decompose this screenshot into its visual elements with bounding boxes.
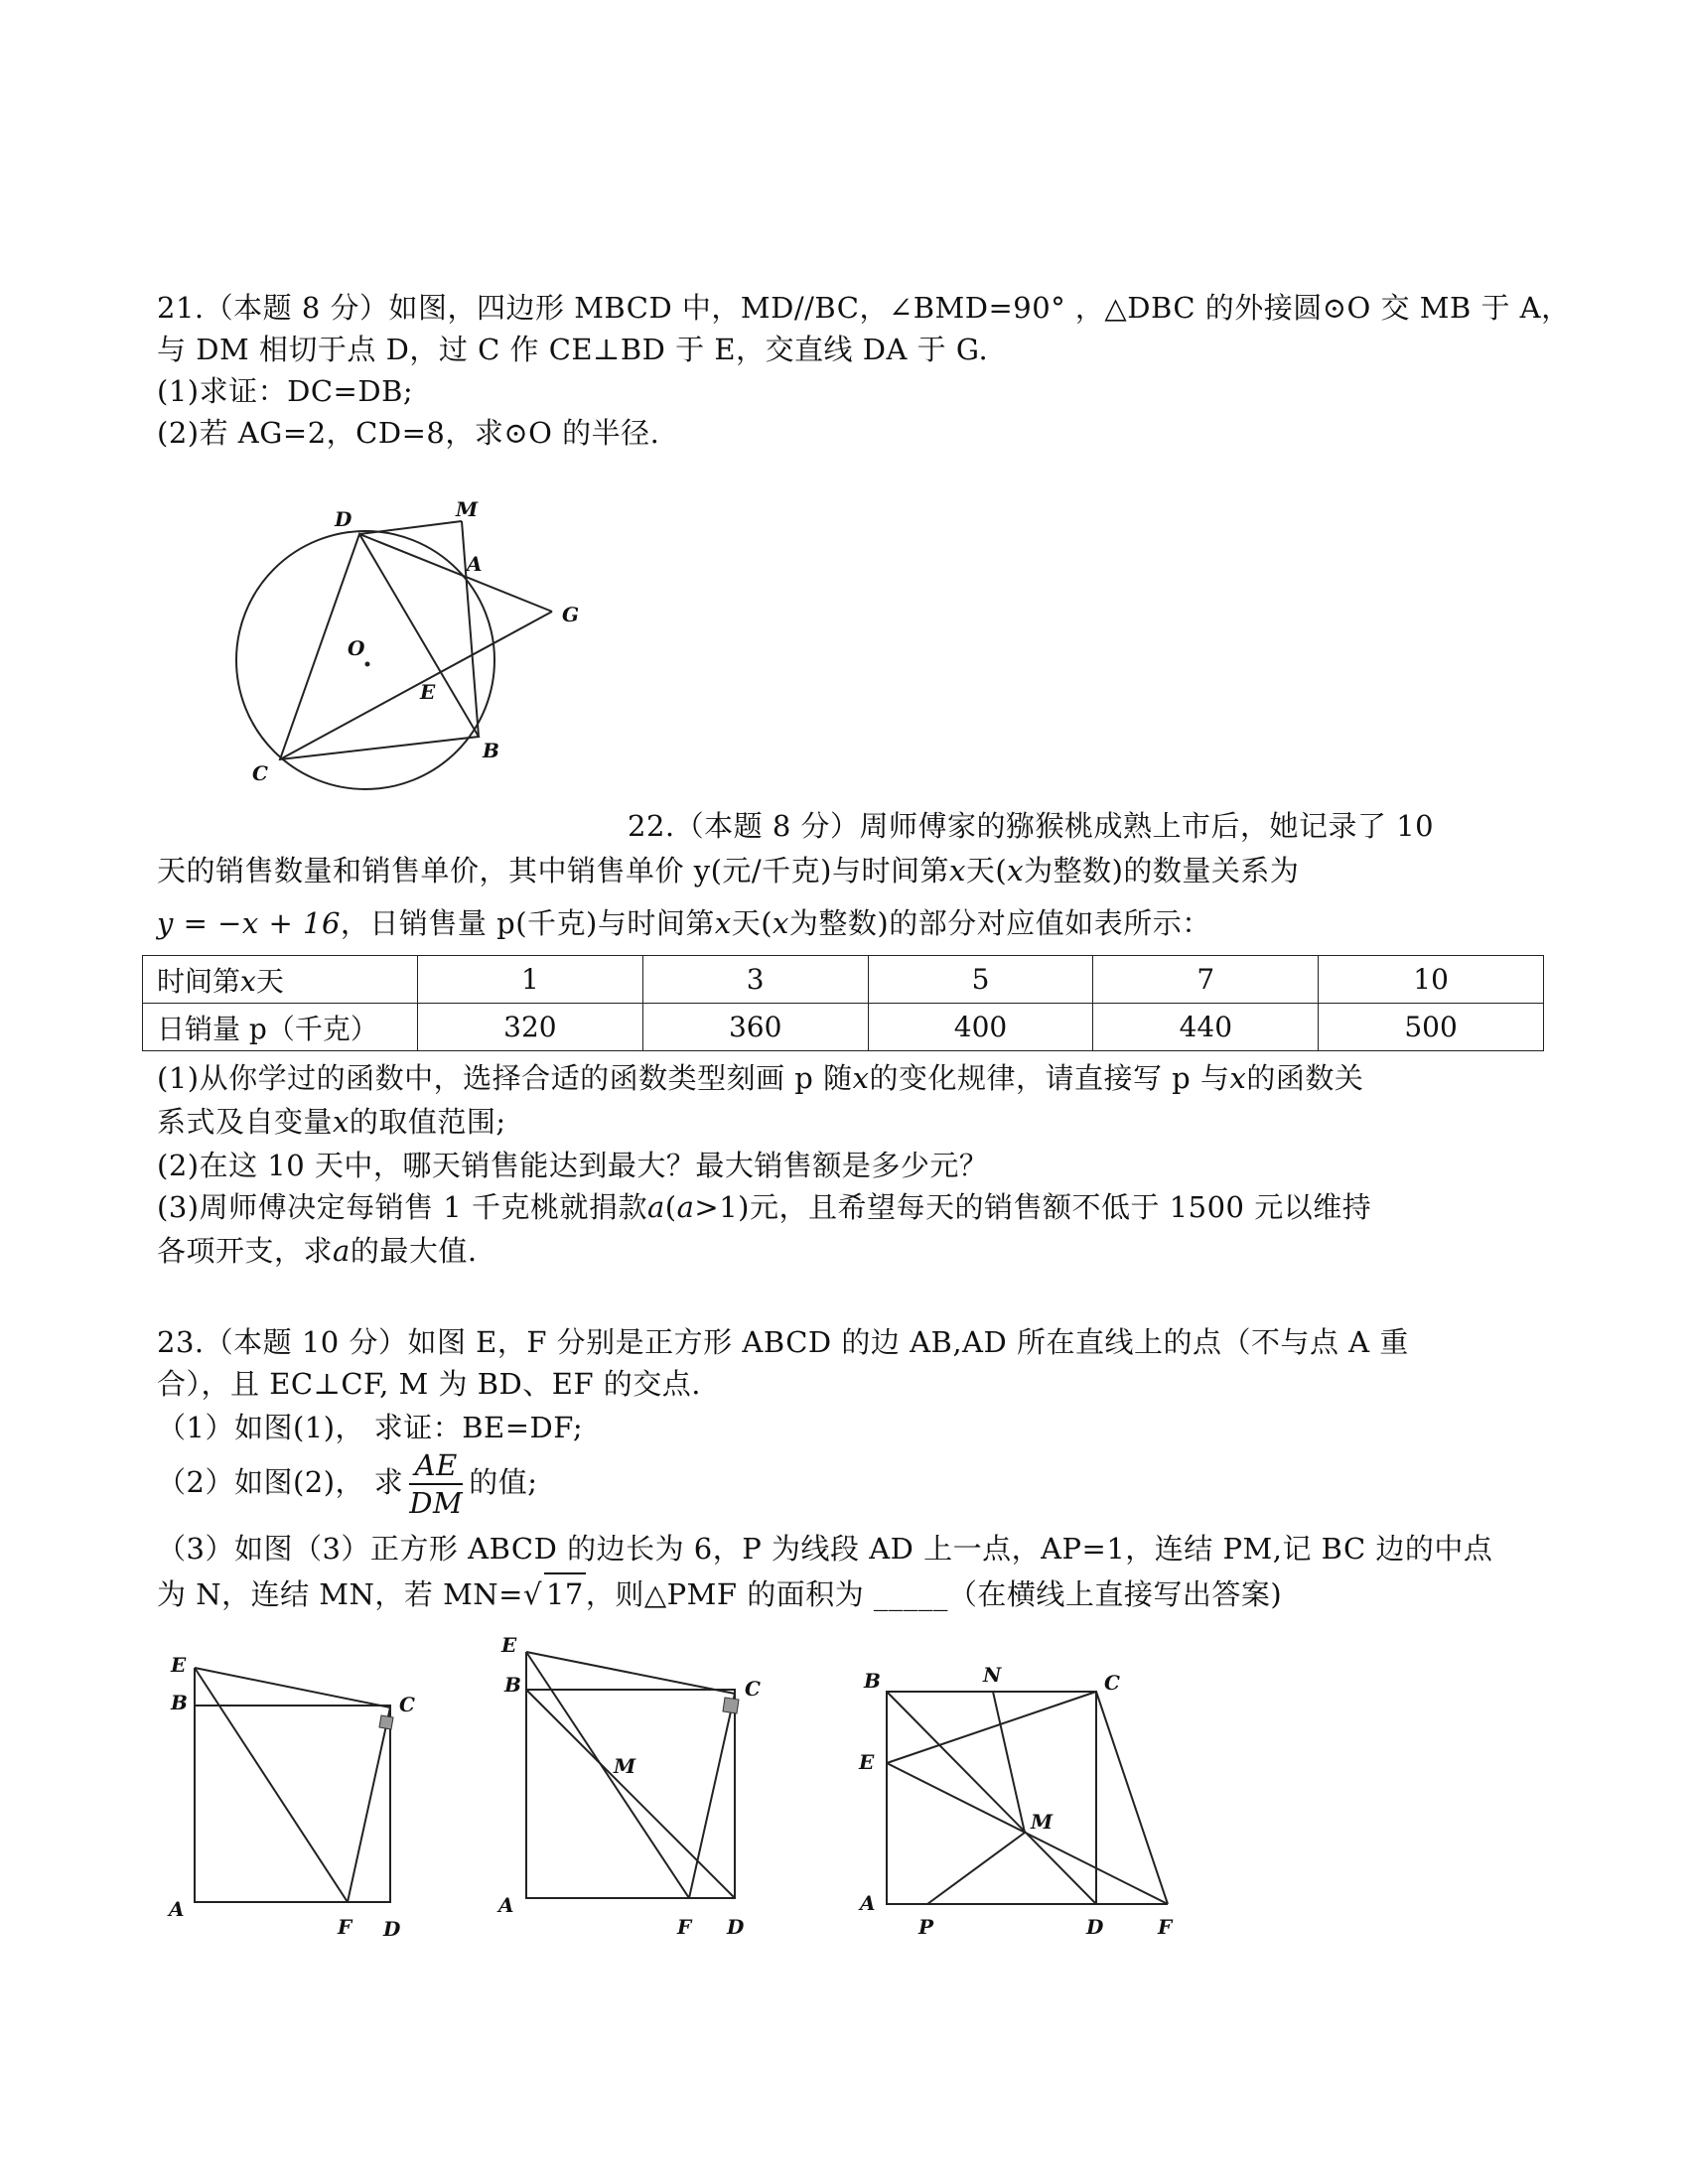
label-e: E <box>501 1633 517 1657</box>
q22-part1-line1 <box>157 1058 1363 1098</box>
segment-ec <box>195 1668 390 1707</box>
q23-figure-1 <box>159 1638 437 1936</box>
segment-dm <box>359 521 462 534</box>
q23-figure-2 <box>487 1628 774 1936</box>
label-d: D <box>1086 1915 1104 1939</box>
q22-part1-text-a: (1)从你学过的函数中，选择合适的函数类型刻画 p 随 <box>157 1061 853 1095</box>
q23-part3-text-a: 为 N，连结 MN，若 MN= <box>157 1577 523 1611</box>
q23-part2-text-a: （2）如图(2)， 求 <box>157 1465 404 1499</box>
table-cell: 5 <box>868 956 1093 1004</box>
q21-line2: 与 DM 相切于点 D，过 C 作 CE⊥BD 于 E，交直线 DA 于 G. <box>157 333 989 366</box>
table-cell: 1 <box>418 956 643 1004</box>
q22-part3-text-b: ( <box>664 1190 677 1224</box>
label-d: D <box>727 1915 745 1936</box>
q21-figure <box>218 486 616 794</box>
q22-line3-text-c: 为整数)的部分对应值如表所示： <box>788 906 1211 940</box>
q22-line3 <box>157 903 1211 943</box>
table-cell: 7 <box>1093 956 1319 1004</box>
var-x: x <box>333 1105 350 1139</box>
label-m: M <box>456 497 479 521</box>
q23-figure-3 <box>844 1643 1201 1941</box>
table-row-sales <box>143 1004 1544 1051</box>
table-cell: 360 <box>642 1004 868 1051</box>
q22-part2: (2)在这 10 天中，哪天销售能达到最大？最大销售额是多少元？ <box>157 1149 989 1182</box>
q22-part3-line1 <box>157 1187 1371 1227</box>
q22-table <box>142 955 1544 1051</box>
label-b: B <box>864 1669 881 1693</box>
label-d: D <box>335 507 352 531</box>
q22-formula: y = −x + 16 <box>157 906 341 940</box>
label-c: C <box>1104 1671 1120 1695</box>
q21-part1: (1)求证：DC=DB; <box>157 374 414 408</box>
segment-dg <box>359 534 552 612</box>
q22-line1: 22.（本题 8 分）周师傅家的猕猴桃成熟上市后，她记录了 10 <box>628 809 1435 843</box>
center-dot <box>366 663 369 666</box>
q21-part2: (2)若 AG=2，CD=8，求⊙O 的半径. <box>157 416 660 450</box>
var-a: a <box>333 1234 351 1268</box>
label-c: C <box>252 761 268 785</box>
sqrt-value: 17 <box>544 1572 586 1614</box>
var-x: x <box>773 906 789 940</box>
label-m: M <box>614 1754 636 1778</box>
segment-bd <box>887 1692 1096 1904</box>
fraction-numerator: AE <box>409 1447 463 1485</box>
segment-bd <box>526 1690 735 1898</box>
q22-part1-text-d: 系式及自变量 <box>157 1105 334 1139</box>
segment-cf <box>1096 1692 1168 1904</box>
label-a: A <box>467 552 483 576</box>
label-b: B <box>504 1673 521 1697</box>
var-x: x <box>240 964 256 998</box>
q22-part3-line2 <box>157 1231 478 1271</box>
var-a: a <box>646 1190 665 1224</box>
q23-part2-text-b: 的值; <box>469 1465 538 1499</box>
label-o: O <box>348 636 365 660</box>
label-b: B <box>171 1691 188 1714</box>
q22-line2-text-a: 天的销售数量和销售单价，其中销售单价 y(元/千克)与时间第 <box>157 854 950 887</box>
label-a: A <box>860 1891 876 1915</box>
segment-cf <box>689 1694 735 1898</box>
q23-part3-text-c: ，则△PMF 的面积为 _____（在横线上直接写出答案) <box>585 1577 1283 1611</box>
label-a: A <box>498 1893 514 1917</box>
label-e: E <box>859 1750 875 1774</box>
q22-part1-text-e: 的取值范围; <box>349 1105 506 1139</box>
fraction-denominator: DM <box>409 1486 464 1520</box>
right-angle-mark <box>723 1698 739 1713</box>
var-a: a <box>676 1190 695 1224</box>
q22-part1-text-b: 的变化规律，请直接写 p 与 <box>869 1061 1230 1095</box>
q22-part1-text-c: 的函数关 <box>1246 1061 1364 1095</box>
table-header-days-unit: 天 <box>255 964 284 998</box>
q22-line3-text-b: 天( <box>731 906 774 940</box>
table-cell: 320 <box>418 1004 643 1051</box>
table-header-days-text: 时间第 <box>157 964 241 998</box>
table-cell: 400 <box>868 1004 1093 1051</box>
var-x: x <box>852 1061 870 1095</box>
label-e: E <box>171 1653 187 1677</box>
label-e: E <box>420 680 436 704</box>
q22-line3-text-a: ，日销售量 p(千克)与时间第 <box>340 906 715 940</box>
label-c: C <box>745 1677 761 1701</box>
q22-part3-text-e: 的最大值. <box>350 1234 478 1268</box>
segment-ec <box>887 1692 1096 1763</box>
q22-line2-text-b: 天( <box>965 854 1008 887</box>
label-d: D <box>383 1917 401 1936</box>
label-c: C <box>399 1693 415 1716</box>
table-header-days <box>143 956 418 1004</box>
right-angle-mark <box>379 1715 393 1729</box>
q22-part3-text-a: (3)周师傅决定每销售 1 千克桃就捐款 <box>157 1190 647 1224</box>
triangle-dbc <box>280 534 479 759</box>
q23-part1: （1）如图(1)， 求证：BE=DF; <box>157 1411 584 1444</box>
label-b: B <box>483 739 499 762</box>
label-a: A <box>169 1897 185 1921</box>
q22-part1-line2 <box>157 1102 506 1142</box>
var-x: x <box>1007 854 1025 887</box>
table-cell: 500 <box>1319 1004 1544 1051</box>
q23-line2: 合），且 EC⊥CF, M 为 BD、EF 的交点. <box>157 1367 701 1401</box>
q22-part3-text-c: >1)元，且希望每天的销售额不低于 1500 元以维持 <box>694 1190 1372 1224</box>
label-f: F <box>1158 1915 1173 1939</box>
fraction-ae-dm <box>409 1447 463 1521</box>
q23-part3-line2 <box>157 1572 1282 1614</box>
q22-part3-text-d: 各项开支，求 <box>157 1234 334 1268</box>
label-f: F <box>338 1915 352 1936</box>
table-cell: 440 <box>1093 1004 1319 1051</box>
q22-line2-text-c: 为整数)的数量关系为 <box>1024 854 1300 887</box>
q23-line1: 23.（本题 10 分）如图 E，F 分别是正方形 ABCD 的边 AB,AD 所在直线上的点（不与点 A 重 <box>157 1325 1409 1359</box>
q21-line1: 21.（本题 8 分）如图，四边形 MBCD 中，MD//BC，∠BMD=90° ，△DBC 的外接圆⊙O 交 MB 于 A， <box>157 291 1571 325</box>
q22-line2 <box>157 851 1299 890</box>
var-x: x <box>949 854 966 887</box>
sqrt-symbol: √ <box>522 1577 542 1611</box>
square-abcd <box>195 1706 390 1902</box>
label-n: N <box>983 1663 1002 1687</box>
segment-ec <box>526 1652 735 1694</box>
label-m: M <box>1031 1810 1054 1834</box>
segment-ef <box>195 1668 348 1902</box>
var-x: x <box>714 906 732 940</box>
q23-part3-line1: （3）如图（3）正方形 ABCD 的边长为 6，P 为线段 AD 上一点，AP=1，连结 PM,记 BC 边的中点 <box>157 1532 1493 1566</box>
segment-cf <box>348 1707 390 1902</box>
label-g: G <box>562 603 580 626</box>
segment-pm <box>927 1833 1025 1904</box>
label-p: P <box>918 1915 934 1939</box>
label-f: F <box>677 1915 692 1936</box>
table-row-days <box>143 956 1544 1004</box>
table-cell: 10 <box>1319 956 1544 1004</box>
table-cell: 3 <box>642 956 868 1004</box>
segment-nm <box>993 1692 1025 1833</box>
table-header-sales: 日销量 p（千克） <box>143 1004 418 1051</box>
q23-part2 <box>157 1447 537 1521</box>
segment-cg <box>280 612 552 759</box>
var-x: x <box>1229 1061 1247 1095</box>
